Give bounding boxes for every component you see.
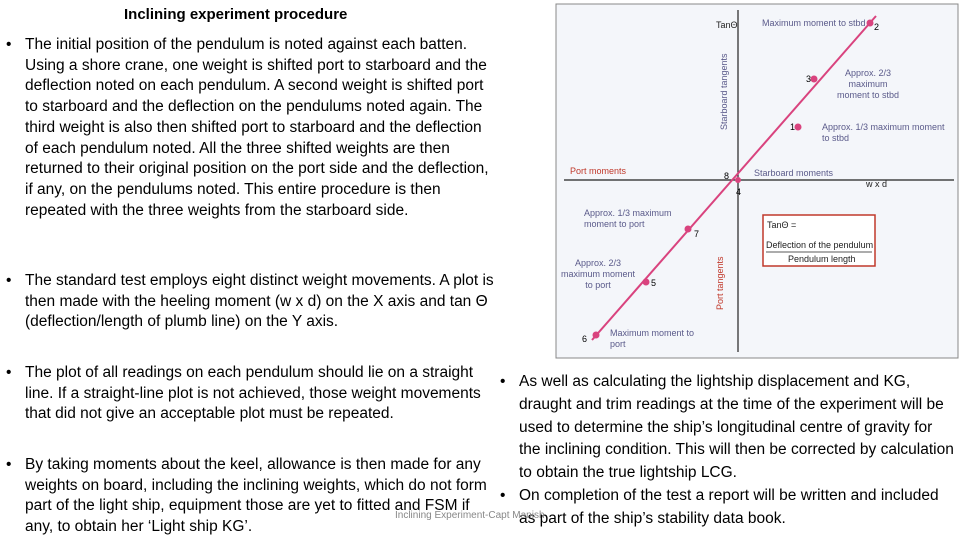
point-6-number: 6 — [582, 334, 588, 344]
bullet-report: • On completion of the test a report will be written and included as part of the ship’s stability data book. — [500, 485, 958, 531]
bullet-procedure: • The initial position of the pendulum is noted against each batten. Using a shore crane, one weight is shifted port to starboard and the deflection noted on each pendulum. A second weight is shifted port to starboard and the deflection on the pendulums noted again. The third weight is also then shifted port to starboard and the deflection of each pendulum noted. All the three shifted weights are then returned to their original position on the port side and the deflection, if any, on the pendulums noted. This entire procedure is then repeated with the three weights from the starboard side. — [6, 35, 498, 221]
bullet-lightship-lcg: • As well as calculating the lightship displacement and KG, draught and trim readings at the time of the experiment will be used to determine the ship’s longitudinal centre of gravity for the inclining condition. This will then be corrected by calculation to obtain the true lightship LCG. — [500, 371, 958, 485]
annot-1: Approx. 1/3 maximum moment to stbd — [822, 122, 945, 143]
footer-caption: Inclining Experiment-Capt Manish — [395, 510, 545, 521]
point-5 — [643, 279, 650, 286]
formula-lhs: TanΘ = — [767, 220, 797, 230]
point-8-number: 8 — [724, 171, 730, 181]
figure-frame — [556, 4, 958, 358]
bullet-moments-keel: • By taking moments about the keel, allowance is then made for any weights on board, including the inclining weights, which do not form part of the light ship, equipment those are yet to fitted and FSM if any, to obtain her ‘Light ship KG’. — [6, 455, 496, 538]
page-title: Inclining experiment procedure — [124, 6, 348, 23]
inclining-plot-svg — [554, 2, 960, 360]
bullet-standard-test: • The standard test employs eight distinct weight movements. A plot is then made with the heeling moment (w x d) on the X axis and tan Θ (deflection/length of plumb line) on the Y axis. — [6, 271, 498, 333]
point-2 — [867, 20, 874, 27]
formula-denominator: Pendulum length — [788, 254, 856, 264]
annot-6: Maximum moment to port — [610, 328, 695, 349]
point-5-number: 5 — [651, 278, 657, 288]
annot-2: Maximum moment to stbd — [762, 18, 866, 28]
left-bullet-list-2 — [6, 271, 498, 333]
port-tangents-label: Port tangents — [715, 256, 725, 310]
formula-numerator: Deflection of the pendulum — [766, 240, 874, 250]
point-4-number: 4 — [736, 187, 742, 197]
point-8-4 — [735, 177, 741, 183]
port-moments-label: Port moments — [570, 166, 627, 176]
point-7-number: 7 — [694, 229, 700, 239]
point-2-number: 2 — [874, 22, 880, 32]
inclining-plot-figure — [554, 2, 960, 360]
starboard-tangents-label: Starboard tangents — [719, 53, 729, 130]
tan-theta-label: TanΘ — [716, 20, 738, 30]
point-3 — [811, 76, 818, 83]
left-bullet-list — [6, 35, 498, 221]
annot-3: Approx. 2/3 maximum moment to stbd — [836, 68, 900, 100]
point-1 — [795, 124, 802, 131]
wxd-label: w x d — [866, 179, 888, 189]
right-bullet-list — [500, 371, 958, 531]
annot-5: Approx. 2/3 maximum moment to port — [560, 258, 635, 290]
point-1-number: 1 — [790, 122, 796, 132]
left-bullet-list-3 — [6, 363, 484, 425]
left-bullet-list-4 — [6, 455, 496, 538]
point-3-number: 3 — [806, 74, 812, 84]
bullet-straight-line: • The plot of all readings on each pendulum should lie on a straight line. If a straight-line plot is not achieved, those weight movements that did not give an acceptable plot must be repeated. — [6, 363, 484, 425]
annot-7: Approx. 1/3 maximum moment to port — [584, 208, 672, 229]
point-6 — [593, 332, 600, 339]
starboard-moments-label: Starboard moments — [754, 168, 834, 178]
